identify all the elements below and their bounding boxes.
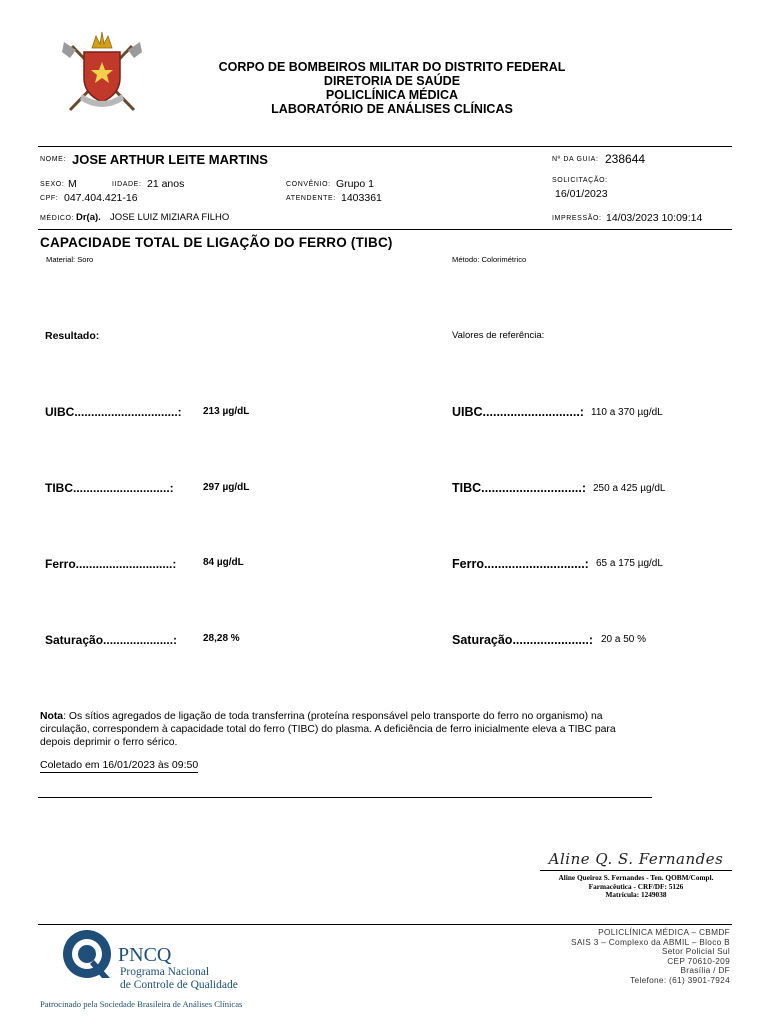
pncq-line-2: de Controle de Qualidade [120, 979, 238, 991]
ref-value-saturacao: 20 a 50 % [601, 634, 647, 645]
material-text: Material: Soro [46, 255, 94, 264]
header-line-4: LABORATÓRIO DE ANÁLISES CLÍNICAS [271, 102, 513, 116]
guia-number: 238644 [605, 152, 646, 166]
referencia-label: Valores de referência: [452, 330, 545, 341]
header-line-3: POLICLÍNICA MÉDICA [325, 88, 459, 102]
ref-value-tibc: 250 a 425 µg/dL [593, 483, 666, 494]
pncq-line-1: Programa Nacional [120, 966, 210, 978]
coletado-text: Coletado em 16/01/2023 às 09:50 [40, 759, 199, 771]
medico-value: JOSE LUIZ MIZIARA FILHO [110, 212, 230, 223]
signature-matricula: Matrícula: 1249038 [605, 890, 667, 900]
result-label-ferro: Ferro.............................: [45, 557, 177, 571]
convenio-value: Grupo 1 [336, 178, 374, 190]
medico-prefix: Dr(a). [76, 212, 101, 223]
sexo-label: SEXO: [40, 181, 65, 188]
signature-role: Farmacêutica - CRF/DF: 5126 [588, 881, 684, 891]
note-label: Nota [40, 711, 64, 722]
impressao-label: IMPRESSÃO: [552, 215, 602, 222]
note-paragraph [40, 710, 730, 749]
result-value-saturacao: 28,28 % [203, 633, 240, 644]
divider-footer [38, 924, 732, 925]
resultado-label: Resultado: [45, 330, 100, 342]
ref-label-tibc: TIBC.............................: [452, 481, 587, 495]
result-label-tibc: TIBC.............................: [45, 481, 174, 495]
divider-exam [38, 229, 732, 230]
result-label-uibc: UIBC...............................: [45, 405, 182, 419]
signature-name: Aline Queiroz S. Fernandes - Ten. QOBM/Compl. [558, 873, 714, 882]
institution-header [0, 60, 768, 116]
result-value-ferro: 84 µg/dL [203, 557, 244, 568]
divider-top [38, 146, 732, 147]
ref-label-uibc: UIBC............................: [452, 405, 584, 419]
result-label-saturacao: Saturação.....................: [45, 633, 178, 647]
guia-label: Nº DA GUIA: [552, 156, 599, 163]
patient-name: JOSE ARTHUR LEITE MARTINS [72, 152, 268, 167]
cpf-value: 047.404.421-16 [64, 192, 138, 204]
result-value-tibc: 297 µg/dL [203, 482, 250, 493]
convenio-label: CONVÊNIO: [286, 181, 331, 188]
medico-label: MÉDICO: [40, 215, 75, 222]
footer-address [571, 928, 730, 986]
header-line-2: DIRETORIA DE SAÚDE [323, 74, 461, 88]
impressao-value: 14/03/2023 10:09:14 [606, 212, 703, 224]
signature-script: Aline Q. S. Fernandes [548, 850, 724, 868]
idade-label: IIDADE: [112, 181, 142, 188]
note-line-3: depois deprimir o ferro sérico. [40, 737, 178, 748]
header-line-1: CORPO DE BOMBEIROS MILITAR DO DISTRITO FEDERAL [218, 60, 566, 74]
pncq-logo-icon [60, 928, 114, 982]
separator-line [38, 797, 652, 798]
ref-label-saturacao: Saturação......................: [452, 633, 594, 647]
atendente-label: ATENDENTE: [286, 195, 336, 202]
address-line-6: Telefone: (61) 3901-7924 [630, 974, 730, 985]
ref-value-uibc: 110 a 370 µg/dL [591, 407, 663, 418]
ref-value-ferro: 65 a 175 µg/dL [596, 558, 663, 569]
patrocinio-text: Patrocinado pela Sociedade Brasileira de Análises Clínicas [40, 999, 243, 1009]
address-line-5: Brasília / DF [680, 965, 730, 976]
solicitacao-value: 16/01/2023 [555, 188, 608, 200]
result-value-uibc: 213 µg/dL [203, 406, 250, 417]
address-line-4: CEP 70610-209 [667, 955, 730, 966]
exam-title: CAPACIDADE TOTAL DE LIGAÇÃO DO FERRO (TIBC) [40, 235, 393, 250]
note-line-2: circulação, correspondem à capacidade total do ferro (TIBC) do plasma. A deficiência de ferro inicialmente eleva a TIBC para [40, 724, 616, 735]
solicitacao-label: SOLICITAÇÃO: [552, 177, 608, 184]
idade-value: 21 anos [147, 178, 185, 190]
address-line-3: Setor Policial Sul [661, 946, 730, 957]
sexo-value: M [68, 178, 77, 190]
pncq-logo-text: PNCQ [118, 944, 172, 966]
atendente-value: 1403361 [341, 192, 382, 204]
cpf-label: CPF: [40, 195, 59, 202]
signature-block [540, 850, 732, 900]
address-line-1: POLICLÍNICA MÉDICA – CBMDF [598, 927, 730, 937]
note-line-1: : Os sítios agregados de ligação de toda transferrina (proteína responsável pelo transporte do ferro no organismo) na [63, 711, 603, 722]
nome-label: NOME: [40, 156, 66, 163]
ref-label-ferro: Ferro.............................: [452, 557, 589, 571]
metodo-text: Método: Colorimétrico [452, 255, 527, 264]
address-line-2: SAIS 3 – Complexo da ABMIL – Bloco B [571, 936, 730, 947]
